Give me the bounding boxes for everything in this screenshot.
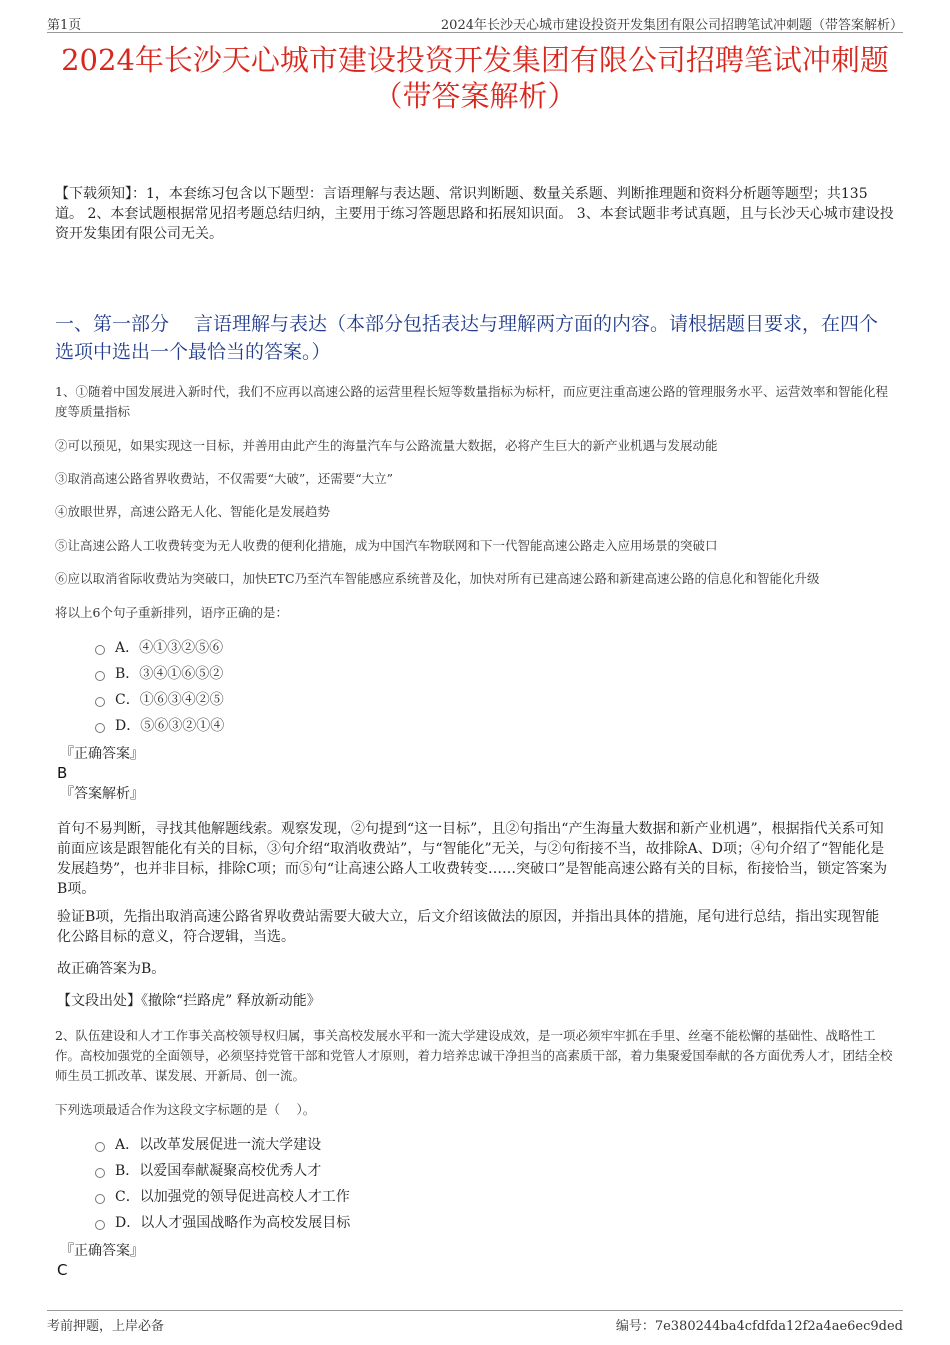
header-doc-title: 2024年长沙天心城市建设投资开发集团有限公司招聘笔试冲刺题（带答案解析） bbox=[440, 18, 903, 33]
q1-sentence-1: 1、①随着中国发展进入新时代，我们不应再以高速公路的运营里程长短等数量指标为标杆，而应更注重高速公路的管理服务水平、运营效率和智能化程度等质量指标 bbox=[55, 384, 888, 419]
q1-prompt: 将以上6个句子重新排列，语序正确的是： bbox=[55, 605, 288, 620]
radio-icon[interactable] bbox=[95, 1220, 105, 1230]
q1-sentence-2: ②可以预见，如果实现这一目标，并善用由此产生的海量汽车与公路流量大数据，必将产生巨大的新产业机遇与发展动能 bbox=[55, 438, 718, 453]
radio-icon[interactable] bbox=[95, 697, 105, 707]
page-footer bbox=[47, 1310, 903, 1334]
q1-option-b[interactable]: B．③④①⑥⑤② bbox=[95, 661, 224, 687]
q2-options bbox=[95, 1132, 350, 1236]
download-notice: 【下载须知】：1，本套练习包含以下题型：言语理解与表达题、常识判断题、数量关系题、判断推理题和资料分析题等题型；共135道。 2、本套试题根据常见招考题总结归纳，主要用于练习答题思路和拓展知识面。 3、本套试题非考试真题，且与长沙天心城市建设投资开发集团有限公司无关。 bbox=[55, 186, 894, 242]
q1-sentence-5: ⑤让高速公路人工收费转变为无人收费的便利化措施，成为中国汽车物联网和下一代智能高速公路走入应用场景的突破口 bbox=[55, 538, 718, 553]
q1-option-c[interactable]: C．①⑥③④②⑤ bbox=[95, 687, 224, 713]
q1-analysis-3: 故正确答案为B。 bbox=[57, 961, 166, 977]
q2-text: 2、队伍建设和人才工作事关高校领导权归属，事关高校发展水平和一流大学建设成效，是一项必须牢牢抓在手里、丝毫不能松懈的基础性、战略性工作。高校加强党的全面领导，必须坚持党管干部和党管人才原则，着力培养忠诚干净担当的高素质干部，着力集聚爱国奉献的各方面优秀人才，团结全校师生员工抓改革、谋发展、开新局、创一流。 bbox=[55, 1028, 893, 1083]
page-header bbox=[47, 14, 903, 33]
radio-icon[interactable] bbox=[95, 1194, 105, 1204]
footer-slogan: 考前押题，上岸必备 bbox=[47, 1319, 165, 1334]
q1-analysis-label: 『答案解析』 bbox=[60, 786, 144, 802]
q1-options bbox=[95, 635, 224, 739]
q1-source: 【文段出处】《撤除“拦路虎” 释放新动能》 bbox=[57, 993, 321, 1009]
q2-answer-label: 『正确答案』 bbox=[60, 1243, 144, 1259]
radio-icon[interactable] bbox=[95, 1168, 105, 1178]
q1-analysis-2: 验证B项，先指出取消高速公路省界收费站需要大破大立，后文介绍该做法的原因，并指出具体的措施，尾句进行总结，指出实现智能化公路目标的意义，符合逻辑，当选。 bbox=[57, 909, 880, 945]
page-number: 第1页 bbox=[47, 18, 82, 33]
q2-answer: C bbox=[57, 1261, 68, 1279]
q2-option-a[interactable]: A．以改革发展促进一流大学建设 bbox=[95, 1132, 350, 1158]
q1-answer: B bbox=[57, 764, 68, 782]
q2-option-d[interactable]: D．以人才强国战略作为高校发展目标 bbox=[95, 1210, 350, 1236]
radio-icon[interactable] bbox=[95, 645, 105, 655]
section-heading: 一、第一部分 言语理解与表达（本部分包括表达与理解两方面的内容。请根据题目要求，在四个选项中选出一个最恰当的答案。） bbox=[55, 313, 879, 363]
radio-icon[interactable] bbox=[95, 723, 105, 733]
page-title: 2024年长沙天心城市建设投资开发集团有限公司招聘笔试冲刺题（带答案解析） bbox=[61, 43, 889, 113]
q1-analysis-1: 首句不易判断，寻找其他解题线索。观察发现，②句提到“这一目标”，且②句指出“产生海量大数据和新产业机遇”，根据指代关系可知前面应该是跟智能化有关的目标，③句介绍“取消收费站”，与“智能化”无关，与②句衔接不当，故排除A、D项；④句介绍了“智能化是发展趋势”，也并非目标，排除C项；而⑤句“让高速公路人工收费转变……突破口”是智能高速公路有关的目标，衔接恰当，锁定答案为B项。 bbox=[57, 821, 888, 897]
q1-sentence-4: ④放眼世界，高速公路无人化、智能化是发展趋势 bbox=[55, 504, 331, 519]
q1-option-d[interactable]: D．⑤⑥③②①④ bbox=[95, 713, 224, 739]
q1-option-a[interactable]: A．④①③②⑤⑥ bbox=[95, 635, 224, 661]
q2-option-b[interactable]: B．以爱国奉献凝聚高校优秀人才 bbox=[95, 1158, 350, 1184]
q1-answer-label: 『正确答案』 bbox=[60, 746, 144, 762]
radio-icon[interactable] bbox=[95, 1142, 105, 1152]
q1-sentence-6: ⑥应以取消省际收费站为突破口，加快ETC乃至汽车智能感应系统普及化，加快对所有已建高速公路和新建高速公路的信息化和智能化升级 bbox=[55, 571, 820, 586]
q2-prompt: 下列选项最适合作为这段文字标题的是（ ）。 bbox=[55, 1102, 316, 1117]
q2-option-c[interactable]: C．以加强党的领导促进高校人才工作 bbox=[95, 1184, 350, 1210]
q1-sentence-3: ③取消高速公路省界收费站，不仅需要“大破”，还需要“大立” bbox=[55, 471, 394, 486]
radio-icon[interactable] bbox=[95, 671, 105, 681]
footer-doc-id: 编号：7e380244ba4cfdfda12f2a4ae6ec9ded bbox=[615, 1319, 903, 1334]
